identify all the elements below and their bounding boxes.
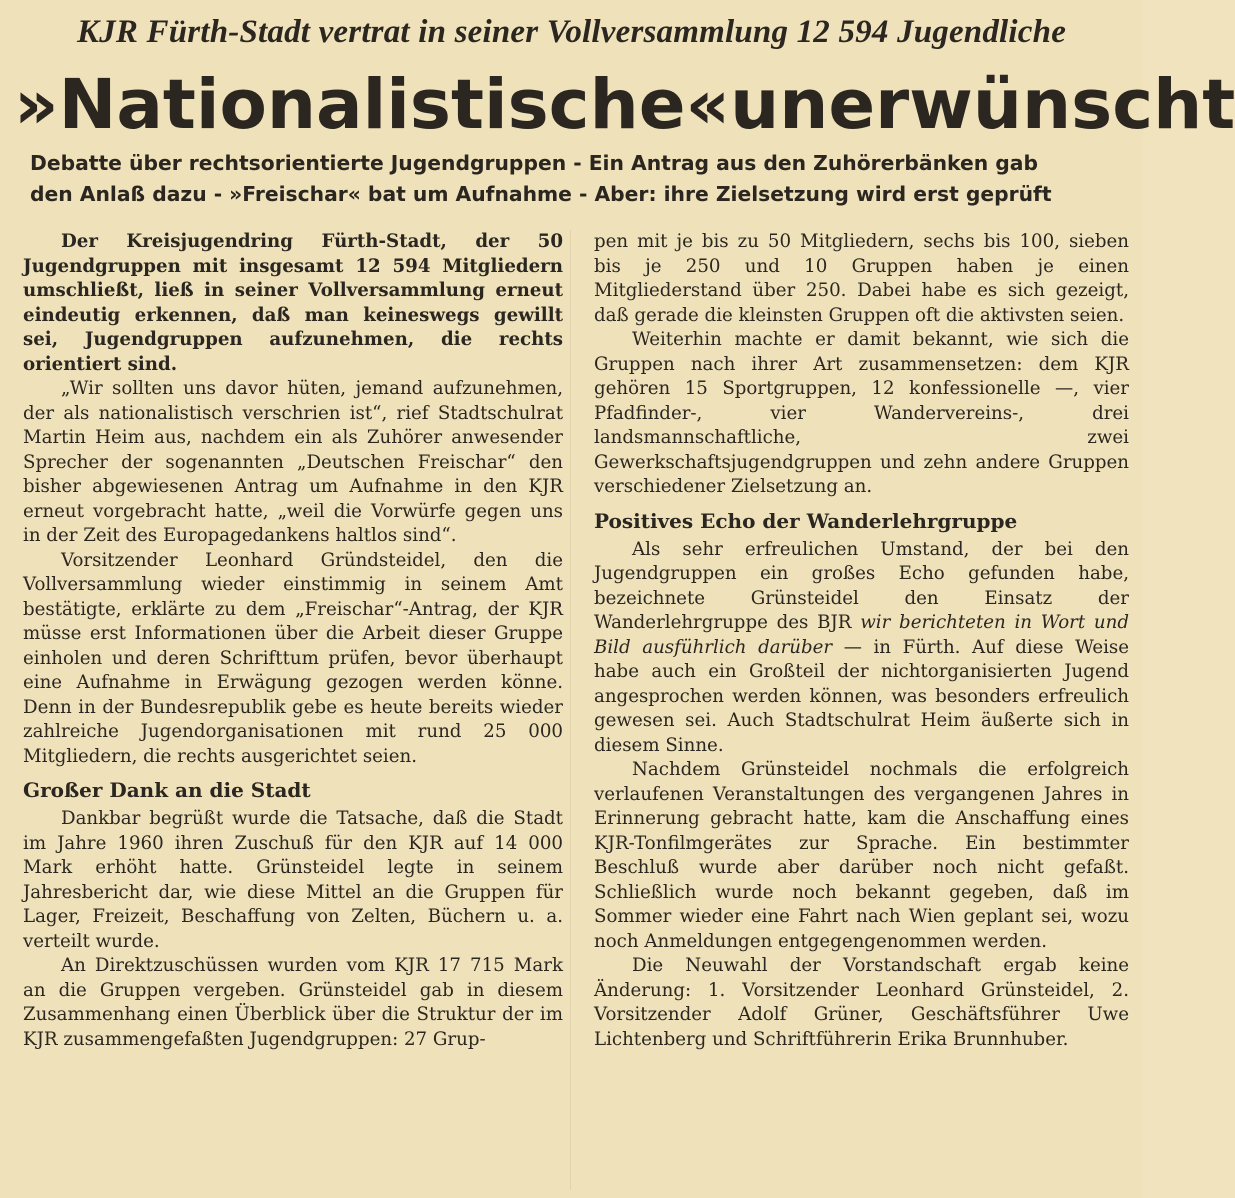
left-column [23,230,563,1052]
right-column [594,230,1129,1052]
paragraph-right-3-italic: wir berichteten in Wort und Bild ausführlich darüber [594,612,1130,658]
paragraph-right-1: pen mit je bis zu 50 Mitgliedern, sechs bis 100, sieben bis je 250 und 10 Gruppen haben je einen Mitgliederstand über 250. Dabei habe es sich gezeigt, daß gerade die kleinsten Gruppen oft die aktivsten seien. [594,231,1129,326]
paragraph-right-3-start: Als sehr erfreulichen Umstand, der bei den Jugendgruppen ein großes Echo gefunden habe, bezeichnete Grünsteidel den Einsatz der Wanderlehrgruppe des BJR [594,538,1129,633]
headline [14,62,1235,148]
kicker-line: KJR Fürth-Stadt vertrat in seiner Vollversammlung 12 594 Jugendliche [76,14,1067,50]
section-heading-right: Positives Echo der Wanderlehrgruppe [594,508,1018,533]
paragraph-right-2: Weiterhin machte er damit bekannt, wie sich die Gruppen nach ihrer Art zusammensetzen: dem KJR gehören 15 Sportgruppen, 12 konfessionelle —, vier Pfadfinder-, vier Wandervereins-, drei landsmannschaftliche, zwei Gewerkschaftsjugendgruppen und zehn andere Gruppen verschiedener Zielsetzung an. [594,329,1129,497]
paragraph-left-2: Vorsitzender Leonhard Gründsteidel, den die Vollversammlung wieder einstimmig in seinem Amt bestätigte, erklärte zu dem „Freischar“-Antrag, der KJR müsse erst Informationen über die Arbeit dieser Gruppe einholen und deren Schrifttum prüfen, bevor überhaupt eine Aufnahme in Erwägung gezogen werden könne. Denn in der Bundesrepublik gebe es heute bereits wieder zahlreiche Jugendorganisationen mit rund 25 000 Mitgliedern, die rechts ausgerichtet seien. [23,549,563,767]
paragraph-right-4: Nachdem Grünsteidel nochmals die erfolgreich verlaufenen Veranstaltungen des vergangenen Jahres in Erinnerung gebracht hatte, kam die Anschaffung eines KJR-Tonfilmgerätes zur Sprache. Ein bestimmter Beschluß wurde aber darüber noch nicht gefaßt. Schließlich wurde noch bekannt gegeben, daß im Sommer wieder eine Fahrt nach Wien geplant sei, wozu noch Anmeldungen entgegengenommen werden. [594,759,1129,952]
section-heading-left: Großer Dank an die Stadt [23,778,311,802]
subheadline-line-2: den Anlaß dazu - »Freischar« bat um Aufnahme - Aber: ihre Zielsetzung wird erst geprüft [30,182,1052,206]
column-divider [570,230,571,1190]
subheadline-line-1: Debatte über rechtsorientierte Jugendgruppen - Ein Antrag aus den Zuhörerbänken gab [30,151,1038,175]
paragraph-right-3-end: — in Fürth. Auf diese Weise habe auch ein Großteil der nichtorganisierten Jugend angesprochen werden können, was besonders erfreulich gewesen sei. Auch Stadtschulrat Heim äußerte sich in diesem Sinne. [594,636,1129,756]
paragraph-right-5: Die Neuwahl der Vorstandschaft ergab keine Änderung: 1. Vorsitzender Leonhard Grünsteidel, 2. Vorsitzender Adolf Grüner, Geschäftsführer Uwe Lichtenberg und Schriftführerin Erika Brunnhuber. [594,955,1129,1050]
headline-part-2: unerwünscht [730,65,1235,145]
paragraph-left-4: An Direktzuschüssen wurden vom KJR 17 715 Mark an die Gruppen vergeben. Grünsteidel gab in diesem Zusammenhang einen Überblick über die Struktur der im KJR zusammengefaßten Jugendgruppen: 27 Grup- [23,955,563,1050]
lede-paragraph: Der Kreisjugendring Fürth-Stadt, der 50 Jugendgruppen mit insgesamt 12 594 Mitgliedern umschließt, ließ in seiner Vollversammlung erneut eindeutig erkennen, daß man keineswegs gewillt sei, Jugendgruppen aufzunehmen, die rechts orientiert sind. [23,231,563,375]
paragraph-right-3 [594,538,1129,759]
subheadline [30,148,1110,210]
paragraph-left-1: „Wir sollten uns davor hüten, jemand aufzunehmen, der als nationalistisch verschrien ist“, rief Stadtschulrat Martin Heim aus, nachdem ein als Zuhörer anwesender Sprecher der sogenannten „Deutschen Freischar“ den bisher abgewiesenen Antrag um Aufnahme in den KJR erneut vorgebracht hatte, „weil die Vorwürfe gegen uns in der Zeit des Europagedankens haltlos sind“. [23,378,563,546]
paragraph-left-3: Dankbar begrüßt wurde die Tatsache, daß die Stadt im Jahre 1960 ihren Zuschuß für den KJR auf 14 000 Mark erhöht hatte. Grünsteidel legte in seinem Jahresbericht dar, wie diese Mittel an die Gruppen für Lager, Freizeit, Beschaffung von Zelten, Büchern u. a. verteilt wurde. [23,808,563,952]
headline-part-1: »Nationalistische« [14,65,731,145]
